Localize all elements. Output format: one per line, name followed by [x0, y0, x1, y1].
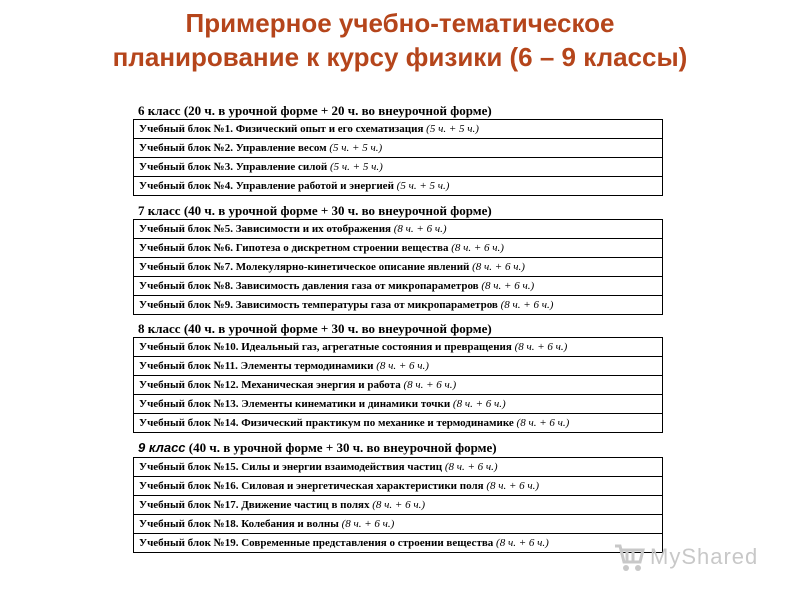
block-label: Учебный блок №17. Движение частиц в полях — [139, 499, 370, 511]
table-row — [133, 239, 663, 258]
block-hours: (8 ч. + 6 ч.) — [452, 398, 506, 410]
block-label: Учебный блок №18. Колебания и волны — [139, 518, 339, 530]
block-hours: (8 ч. + 6 ч.) — [444, 461, 498, 473]
block-label: Учебный блок №16. Силовая и энергетическая характеристики поля — [139, 480, 484, 492]
block-hours: (5 ч. + 5 ч.) — [329, 161, 383, 173]
block-label: Учебный блок №5. Зависимости и их отображения — [139, 223, 391, 235]
slide-title — [0, 6, 800, 74]
table-row — [133, 158, 663, 177]
block-hours: (8 ч. + 6 ч.) — [341, 518, 395, 530]
table-row — [133, 296, 663, 315]
title-line-2: планирование к курсу физики (6 – 9 классы) — [112, 42, 688, 72]
table-row — [133, 120, 663, 139]
block-label: Учебный блок №13. Элементы кинематики и динамики точки — [139, 398, 451, 410]
grade-7-heading: 7 класс (40 ч. в урочной форме + 30 ч. во внеурочной форме) — [138, 203, 492, 218]
table-row — [133, 458, 663, 477]
table-row — [133, 220, 663, 239]
grade-9-heading — [138, 440, 497, 456]
block-label: Учебный блок №19. Современные представления о строении вещества — [139, 537, 494, 549]
block-hours: (8 ч. + 6 ч.) — [486, 480, 540, 492]
block-hours: (8 ч. + 6 ч.) — [451, 242, 504, 254]
grade-9-table — [133, 457, 663, 553]
title-line-1: Примерное учебно-тематическое — [185, 8, 615, 38]
table-row — [133, 258, 663, 277]
watermark-logo — [612, 540, 762, 574]
table-row — [133, 414, 663, 433]
table-row — [133, 139, 663, 158]
block-hours: (8 ч. + 6 ч.) — [403, 379, 457, 391]
block-hours: (8 ч. + 6 ч.) — [500, 299, 554, 311]
grade-9-hours: (40 ч. в урочной форме + 30 ч. во внеурочной форме) — [185, 440, 497, 455]
block-hours: (8 ч. + 6 ч.) — [496, 537, 549, 549]
block-label: Учебный блок №14. Физический практикум по механике и термодинамике — [139, 417, 514, 429]
table-row — [133, 534, 663, 553]
table-row — [133, 338, 663, 357]
grade-6-table — [133, 119, 663, 196]
block-label: Учебный блок №15. Силы и энергии взаимодействия частиц — [139, 461, 443, 473]
block-hours: (8 ч. + 6 ч.) — [514, 341, 568, 353]
block-hours: (5 ч. + 5 ч.) — [329, 142, 383, 154]
block-hours: (8 ч. + 6 ч.) — [376, 360, 429, 372]
block-hours: (8 ч. + 6 ч.) — [516, 417, 570, 429]
block-label: Учебный блок №9. Зависимость температуры газа от микропараметров — [139, 299, 498, 311]
block-hours: (8 ч. + 6 ч.) — [372, 499, 426, 511]
block-hours: (5 ч. + 5 ч.) — [426, 123, 479, 135]
grade-7-table — [133, 219, 663, 315]
grade-6-heading: 6 класс (20 ч. в урочной форме + 20 ч. во внеурочной форме) — [138, 103, 492, 118]
block-label: Учебный блок №2. Управление весом — [139, 142, 327, 154]
block-label: Учебный блок №12. Механическая энергия и работа — [139, 379, 401, 391]
block-label: Учебный блок №8. Зависимость давления газа от микропараметров — [139, 280, 479, 292]
block-hours: (8 ч. + 6 ч.) — [393, 223, 447, 235]
block-label: Учебный блок №3. Управление силой — [139, 161, 328, 173]
grade-8-table — [133, 337, 663, 433]
table-row — [133, 515, 663, 534]
table-row — [133, 477, 663, 496]
block-label: Учебный блок №6. Гипотеза о дискретном строении вещества — [139, 242, 449, 254]
block-label: Учебный блок №10. Идеальный газ, агрегатные состояния и превращения — [139, 341, 512, 353]
block-hours: (8 ч. + 6 ч.) — [481, 280, 535, 292]
block-label: Учебный блок №7. Молекулярно-кинетическое описание явлений — [139, 261, 470, 273]
grade-9-label: 9 класс — [138, 440, 186, 455]
block-label: Учебный блок №4. Управление работой и энергией — [139, 180, 394, 192]
block-label: Учебный блок №11. Элементы термодинамики — [139, 360, 374, 372]
watermark-text: MyShared — [650, 544, 759, 569]
table-row — [133, 357, 663, 376]
grade-8-heading: 8 класс (40 ч. в урочной форме + 30 ч. во внеурочной форме) — [138, 321, 492, 336]
table-row — [133, 496, 663, 515]
table-row — [133, 395, 663, 414]
block-hours: (8 ч. + 6 ч.) — [472, 261, 525, 273]
table-row — [133, 277, 663, 296]
table-row — [133, 177, 663, 196]
block-label: Учебный блок №1. Физический опыт и его схематизация — [139, 123, 424, 135]
block-hours: (5 ч. + 5 ч.) — [396, 180, 450, 192]
table-row — [133, 376, 663, 395]
